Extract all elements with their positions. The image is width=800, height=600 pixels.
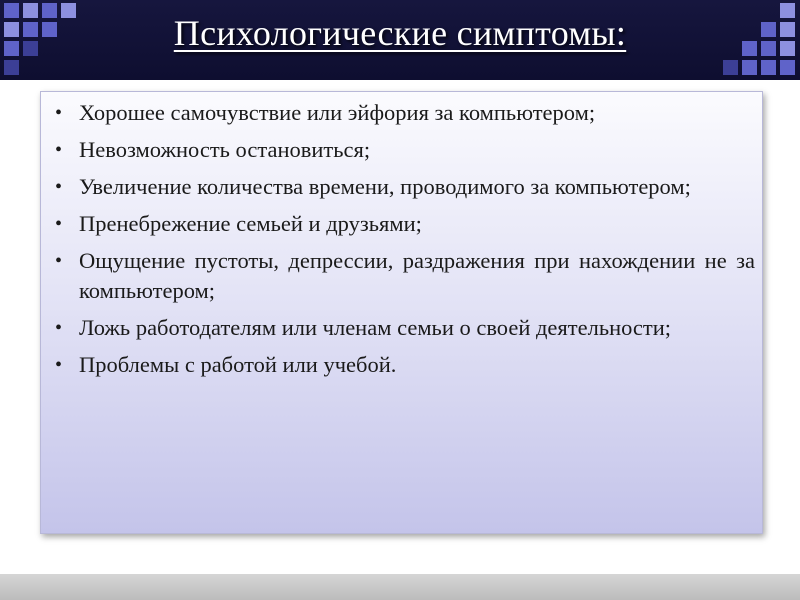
content-box (40, 91, 763, 534)
list-item: • Увеличение количества времени, проводимого за компьютером; (53, 172, 755, 202)
list-item: • Пренебрежение семьей и друзьями; (53, 209, 755, 239)
bullet-icon: • (55, 250, 63, 272)
list-item: • Проблемы с работой или учебой. (53, 350, 755, 380)
bullet-icon: • (55, 317, 63, 339)
bullet-icon: • (55, 176, 63, 198)
list-item: • Ощущение пустоты, депрессии, раздражения при нахождении не за компьютером; (55, 248, 755, 303)
list-item: • Ложь работодателям или членам семьи о своей деятельности; (53, 313, 755, 343)
list-item: • Невозможность остановиться; (53, 135, 755, 165)
bullet-icon: • (55, 102, 63, 124)
slide-title: Психологические симптомы: (173, 13, 627, 53)
slide-header (0, 0, 800, 80)
symptoms-list (53, 98, 755, 387)
bullet-icon: • (55, 213, 63, 235)
list-item: • Хорошее самочувствие или эйфория за компьютером; (53, 98, 755, 128)
bottom-bar (0, 574, 800, 600)
bullet-icon: • (55, 354, 63, 376)
bullet-icon: • (55, 139, 63, 161)
